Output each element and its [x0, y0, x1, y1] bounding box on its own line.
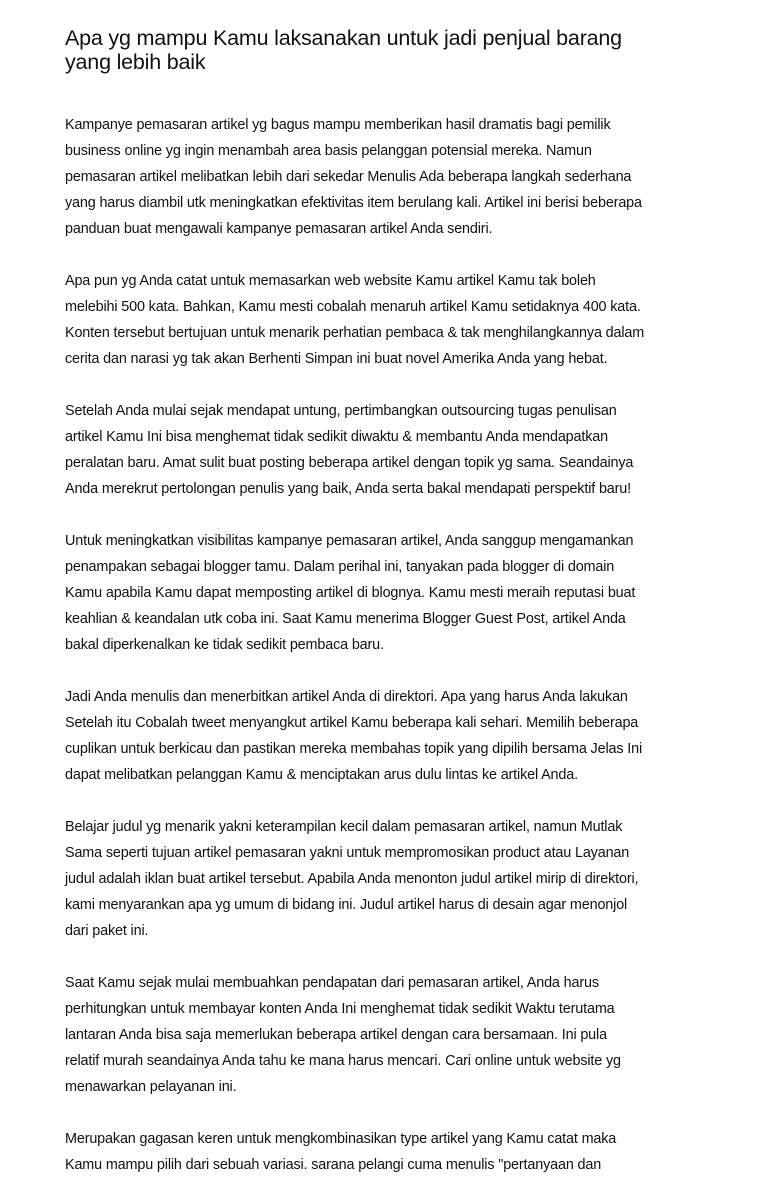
paragraph-line: Sama seperti tujuan artikel pemasaran yakni untuk mempromosikan product atau Layanan — [65, 845, 630, 861]
paragraph-line: Jadi Anda menulis dan menerbitkan artikel Anda di direktori. Apa yang harus Anda lakukan — [65, 689, 628, 705]
paragraph — [65, 1126, 745, 1178]
document-title — [65, 26, 745, 74]
paragraph-line: Saat Kamu sejak mulai membuahkan pendapatan dari pemasaran artikel, Anda harus — [65, 975, 599, 991]
paragraph-line: Anda merekrut pertolongan penulis yang baik, Anda serta bakal mendapati perspektif baru! — [65, 481, 631, 497]
paragraph-line: Setelah itu Cobalah tweet menyangkut artikel Kamu beberapa kali sehari. Memilih beberapa — [65, 715, 639, 731]
paragraph — [65, 684, 745, 788]
paragraph — [65, 112, 745, 242]
paragraph-line: Merupakan gagasan keren untuk mengkombinasikan type artikel yang Kamu catat maka — [65, 1131, 617, 1147]
title-line: Apa yg mampu Kamu laksanakan untuk jadi penjual barang — [65, 26, 622, 50]
paragraph-line: dari paket ini. — [65, 923, 149, 939]
paragraph-line: relatif murah seandainya Anda tahu ke mana harus mencari. Cari online untuk website yg — [65, 1053, 621, 1069]
paragraph-line: Kampanye pemasaran artikel yg bagus mampu memberikan hasil dramatis bagi pemilik — [65, 117, 611, 133]
paragraph-line: perhitungkan untuk membayar konten Anda Ini menghemat tidak sedikit Waktu terutama — [65, 1001, 615, 1017]
paragraph-line: Kamu apabila Kamu dapat memposting artikel di blognya. Kamu mesti meraih reputasi buat — [65, 585, 636, 601]
paragraph-line: keahlian & keandalan utk coba ini. Saat Kamu menerima Blogger Guest Post, artikel Anda — [65, 611, 626, 627]
paragraph-line: penampakan sebagai blogger tamu. Dalam perihal ini, tanyakan pada blogger di domain — [65, 559, 615, 575]
paragraph-line: Konten tersebut bertujuan untuk menarik perhatian pembaca & tak menghilangkannya dalam — [65, 325, 645, 341]
paragraph-line: kami menyarankan apa yg umum di bidang ini. Judul artikel harus di desain agar menonjol — [65, 897, 628, 913]
document-body — [65, 112, 745, 1178]
document-page — [65, 26, 745, 1204]
paragraph-line: menawarkan pelayanan ini. — [65, 1079, 237, 1095]
paragraph-line: business online yg ingin menambah area basis pelanggan potensial mereka. Namun — [65, 143, 592, 159]
paragraph-line: Apa pun yg Anda catat untuk memasarkan web website Kamu artikel Kamu tak boleh — [65, 273, 596, 289]
paragraph-line: Kamu mampu pilih dari sebuah variasi. sarana pelangi cuma menulis "pertanyaan dan — [65, 1157, 602, 1173]
paragraph-line: cuplikan untuk berkicau dan pastikan mereka membahas topik yang dipilih bersama Jelas Ini — [65, 741, 642, 757]
paragraph-line: Belajar judul yg menarik yakni keterampilan kecil dalam pemasaran artikel, namun Mutlak — [65, 819, 623, 835]
paragraph-line: lantaran Anda bisa saja memerlukan beberapa artikel dengan cara bersamaan. Ini pula — [65, 1027, 607, 1043]
paragraph — [65, 268, 745, 372]
paragraph-line: pemasaran artikel melibatkan lebih dari sekedar Menulis Ada beberapa langkah sederhana — [65, 169, 632, 185]
paragraph — [65, 814, 745, 944]
paragraph — [65, 528, 745, 658]
paragraph-line: judul adalah iklan buat artikel tersebut. Apabila Anda menonton judul artikel mirip di direktori, — [65, 871, 639, 887]
paragraph-line: Setelah Anda mulai sejak mendapat untung, pertimbangkan outsourcing tugas penulisan — [65, 403, 617, 419]
paragraph — [65, 398, 745, 502]
paragraph-line: panduan buat mengawali kampanye pemasaran artikel Anda sendiri. — [65, 221, 493, 237]
paragraph — [65, 970, 745, 1100]
paragraph-line: dapat melibatkan pelanggan Kamu & menciptakan arus dulu lintas ke artikel Anda. — [65, 767, 578, 783]
paragraph-line: Untuk meningkatkan visibilitas kampanye pemasaran artikel, Anda sanggup mengamankan — [65, 533, 634, 549]
paragraph-line: melebihi 500 kata. Bahkan, Kamu mesti cobalah menaruh artikel Kamu setidaknya 400 kata. — [65, 299, 641, 315]
paragraph-line: peralatan baru. Amat sulit buat posting beberapa artikel dengan topik yg sama. Seandainya — [65, 455, 634, 471]
paragraph-line: cerita dan narasi yg tak akan Berhenti Simpan ini buat novel Amerika Anda yang hebat. — [65, 351, 608, 367]
paragraph-line: artikel Kamu Ini bisa menghemat tidak sedikit diwaktu & membantu Anda mendapatkan — [65, 429, 608, 445]
title-line: yang lebih baik — [65, 50, 206, 74]
paragraph-line: bakal diperkenalkan ke tidak sedikit pembaca baru. — [65, 637, 384, 653]
paragraph-line: yang harus diambil utk meningkatkan efektivitas item berulang kali. Artikel ini berisi beberapa — [65, 195, 642, 211]
